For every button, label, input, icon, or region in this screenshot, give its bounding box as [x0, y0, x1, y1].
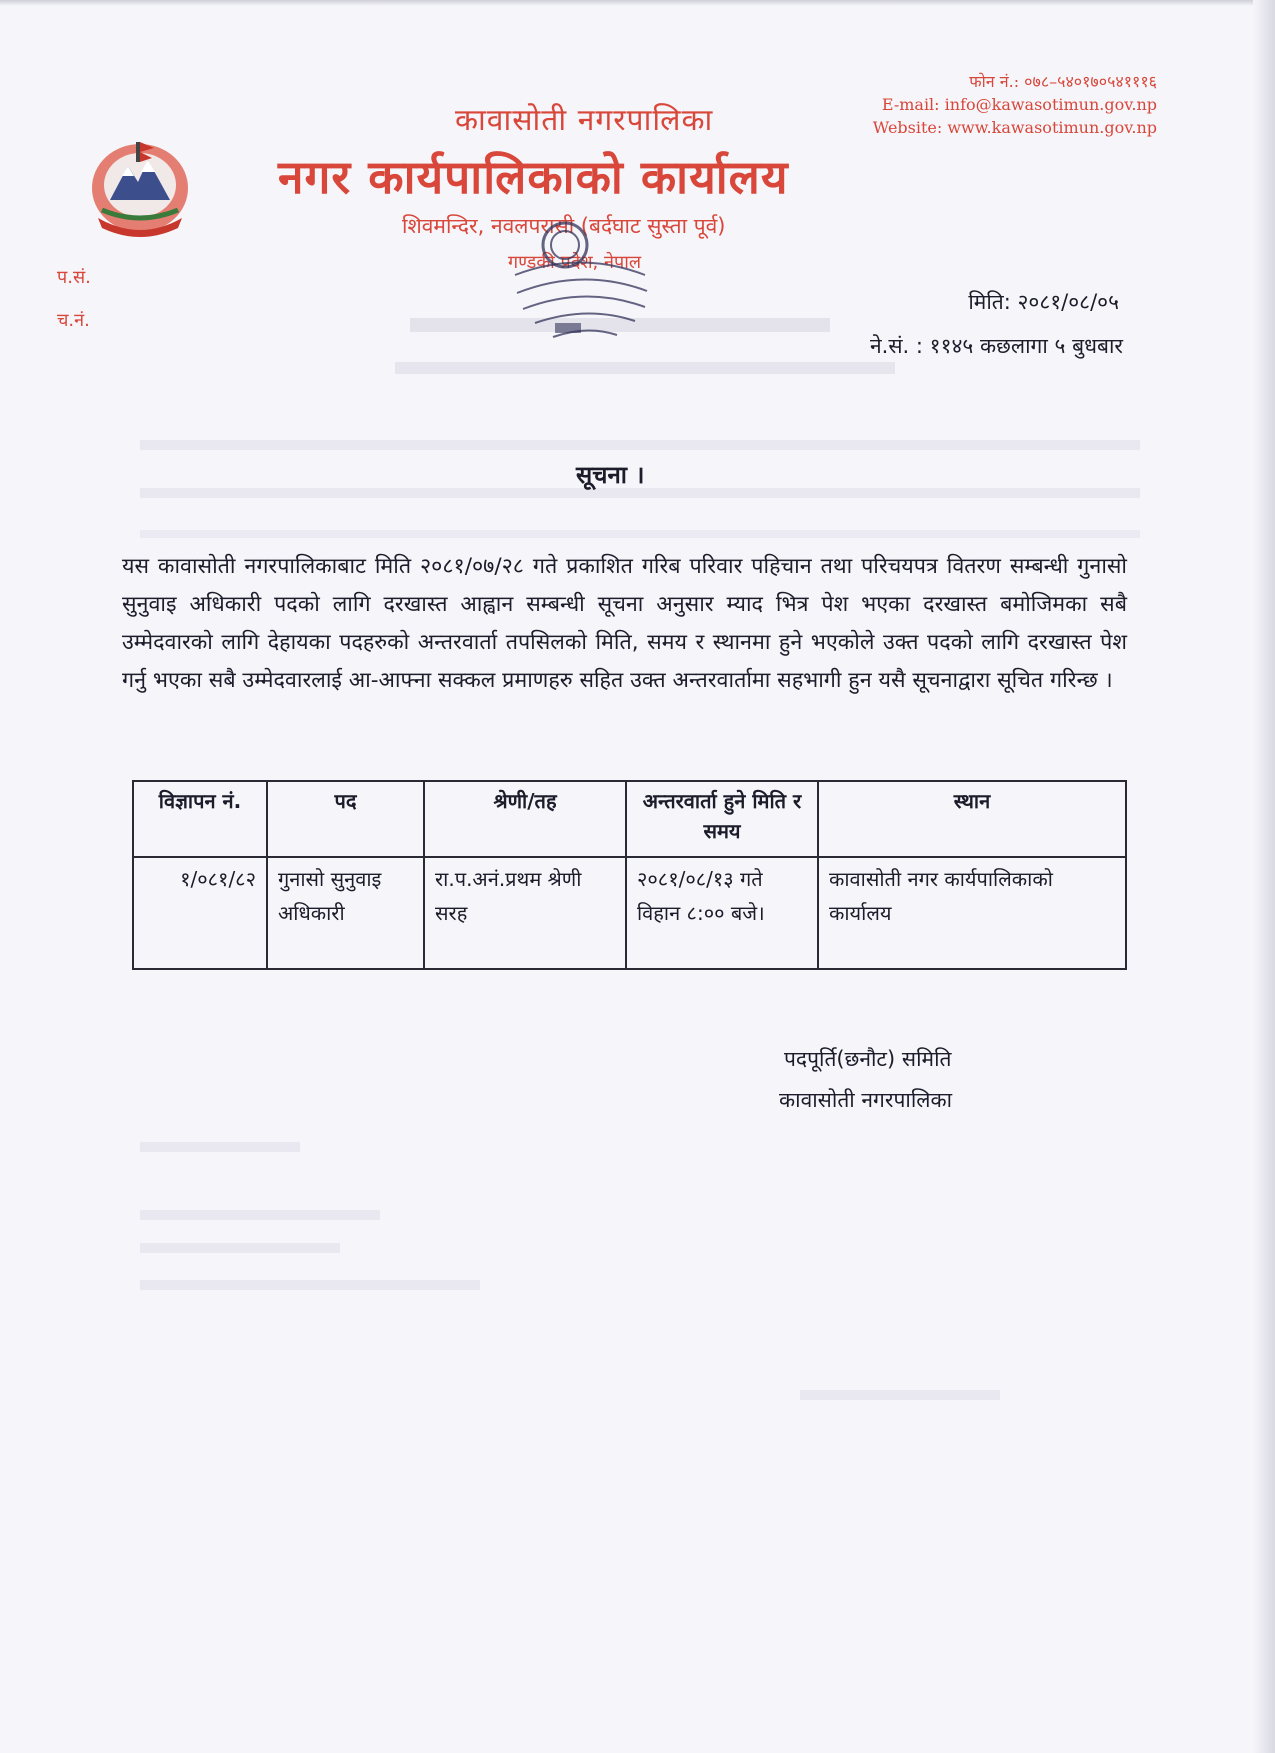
column-header-advertisement-number: विज्ञापन नं. — [133, 781, 267, 857]
paper-right-edge — [1253, 0, 1275, 1753]
column-header-post: पद — [267, 781, 424, 857]
show-through-text — [140, 1210, 380, 1220]
signatory-committee: पदपूर्ति(छनौट) समिति — [784, 1047, 952, 1071]
column-header-class-level: श्रेणी/तह — [424, 781, 626, 857]
cell-venue: कावासोती नगर कार्यपालिकाको कार्यालय — [818, 857, 1126, 969]
interview-schedule-table — [132, 780, 1127, 970]
office-stamp-icon — [495, 205, 665, 365]
email-address: E-mail: info@kawasotimun.gov.np — [881, 95, 1157, 114]
nepal-emblem-icon — [80, 130, 200, 240]
office-name: नगर कार्यपालिकाको कार्यालय — [278, 150, 789, 204]
cell-interview-datetime: २०८१/०८/१३ गते विहान ८:०० बजे। — [626, 857, 818, 969]
cell-class-level: रा.प.अनं.प्रथम श्रेणी सरह — [424, 857, 626, 969]
cell-post: गुनासो सुनुवाइ अधिकारी — [267, 857, 424, 969]
cell-advertisement-number: १/०८१/८२ — [133, 857, 267, 969]
show-through-text — [140, 1280, 480, 1290]
notice-body: यस कावासोती नगरपालिकाबाट मिति २०८१/०७/२८ गते प्रकाशित गरिब परिवार पहिचान तथा परिचयपत्र वितरण सम्बन्धी गुनासो सुनुवाइ अधिकारी पदको लागि दरखास्त आह्वान सम्बन्धी सूचना अनुसार म्याद भित्र पेश भएका दरखास्त बमोजिमका सबै उम्मेदवारको लागि देहायका पदहरुको अन्तरवार्ता तपसिलको मिति, समय र स्थानमा हुने भएकोले उक्त पदको लागि दरखास्त पेश गर्नु भएका सबै उम्मेदवारलाई आ-आफ्ना सक्कल प्रमाणहरु सहित उक्त अन्तरवार्तामा सहभागी हुन यसै सूचनाद्वारा सूचित गरिन्छ । — [122, 554, 1127, 693]
office-province: गण्डकी प्रदेश, नेपाल — [508, 252, 642, 273]
show-through-text — [140, 440, 1140, 450]
office-address: शिवमन्दिर, नवलपरासी (बर्दघाट सुस्ता पूर्व) — [402, 214, 726, 238]
show-through-text — [800, 1390, 1000, 1400]
chalani-number-label: च.नं. — [57, 310, 90, 331]
table-row — [133, 857, 1126, 969]
table-header-row — [133, 781, 1126, 857]
municipality-name: कावासोती नगरपालिका — [455, 103, 714, 138]
show-through-text — [140, 1142, 300, 1152]
column-header-interview-datetime: अन्तरवार्ता हुने मिति र समय — [626, 781, 818, 857]
paper-top-edge — [0, 0, 1275, 6]
website-address: Website: www.kawasotimun.gov.np — [872, 118, 1157, 137]
letter-date: मिति: २०८१/०८/०५ — [968, 290, 1119, 314]
show-through-text — [140, 1243, 340, 1253]
patra-sankhya-label: प.सं. — [57, 267, 91, 288]
show-through-text — [140, 530, 1140, 538]
notice-title: सूचना । — [576, 461, 645, 489]
phone-number: फोन नं.: ०७८–५४०१७०५४१११६ — [969, 72, 1157, 91]
contact-block — [873, 70, 1157, 139]
column-header-venue: स्थान — [818, 781, 1126, 857]
signatory-municipality: कावासोती नगरपालिका — [779, 1088, 953, 1112]
nepal-sambat-date: ने.सं. : ११४५ कछलागा ५ बुधबार — [870, 334, 1123, 358]
